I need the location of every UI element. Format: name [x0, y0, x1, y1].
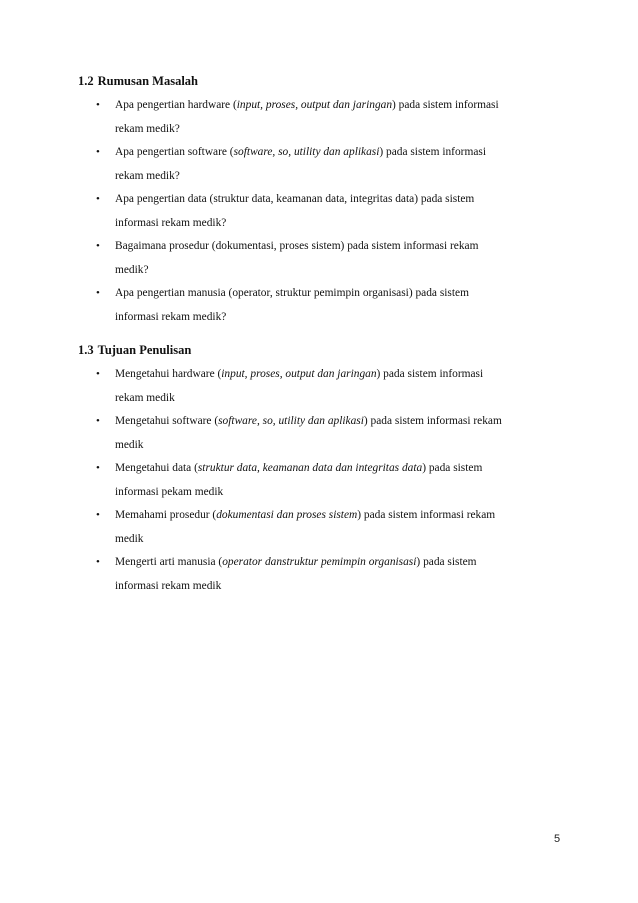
section-number: 1.3	[78, 343, 94, 357]
section-rumusan-masalah	[78, 74, 568, 329]
bullet-icon: •	[96, 509, 100, 521]
list-item	[78, 235, 568, 282]
page-number: 5	[554, 833, 561, 845]
list-item-text: Memahami prosedur (dokumentasi dan proses sistem) pada sistem informasi rekam medik	[115, 509, 496, 545]
list-item	[78, 363, 568, 410]
list-item-text: Mengetahui hardware (input, proses, output dan jaringan) pada sistem informasi rekam medik	[115, 368, 484, 404]
section-heading	[78, 343, 568, 358]
list-item	[78, 504, 568, 551]
section-number: 1.2	[78, 74, 94, 88]
section-title: Tujuan Penulisan	[97, 343, 192, 357]
list-item-text: Mengetahui data (struktur data, keamanan data dan integritas data) pada sistem informasi pekam medik	[115, 462, 483, 498]
list-item	[78, 282, 568, 329]
list-item	[78, 457, 568, 504]
list-item	[78, 551, 568, 598]
question-list	[78, 94, 568, 329]
bullet-icon: •	[96, 193, 100, 205]
bullet-icon: •	[96, 287, 100, 299]
list-item	[78, 410, 568, 457]
bullet-icon: •	[96, 462, 100, 474]
list-item-text: Apa pengertian software (software, so, utility dan aplikasi) pada sistem informasi rekam medik?	[115, 146, 486, 182]
bullet-icon: •	[96, 368, 100, 380]
bullet-icon: •	[96, 146, 100, 158]
list-item-text: Apa pengertian data (struktur data, keamanan data, integritas data) pada sistem informasi rekam medik?	[115, 193, 475, 229]
list-item-text: Apa pengertian hardware (input, proses, output dan jaringan) pada sistem informasi rekam medik?	[115, 99, 499, 135]
list-item	[78, 141, 568, 188]
objective-list	[78, 363, 568, 598]
bullet-icon: •	[96, 99, 100, 111]
list-item-text: Apa pengertian manusia (operator, struktur pemimpin organisasi) pada sistem informasi rekam medik?	[115, 287, 469, 323]
list-item-text: Mengetahui software (software, so, utility dan aplikasi) pada sistem informasi rekam medik	[115, 415, 502, 451]
section-title: Rumusan Masalah	[97, 74, 198, 88]
list-item	[78, 188, 568, 235]
list-item-text: Bagaimana prosedur (dokumentasi, proses sistem) pada sistem informasi rekam medik?	[115, 240, 479, 276]
list-item	[78, 94, 568, 141]
bullet-icon: •	[96, 415, 100, 427]
bullet-icon: •	[96, 556, 100, 568]
bullet-icon: •	[96, 240, 100, 252]
list-item-text: Mengerti arti manusia (operator danstruktur pemimpin organisasi) pada sistem informasi rekam medik	[115, 556, 477, 592]
section-tujuan-penulisan	[78, 343, 568, 598]
section-heading	[78, 74, 568, 89]
